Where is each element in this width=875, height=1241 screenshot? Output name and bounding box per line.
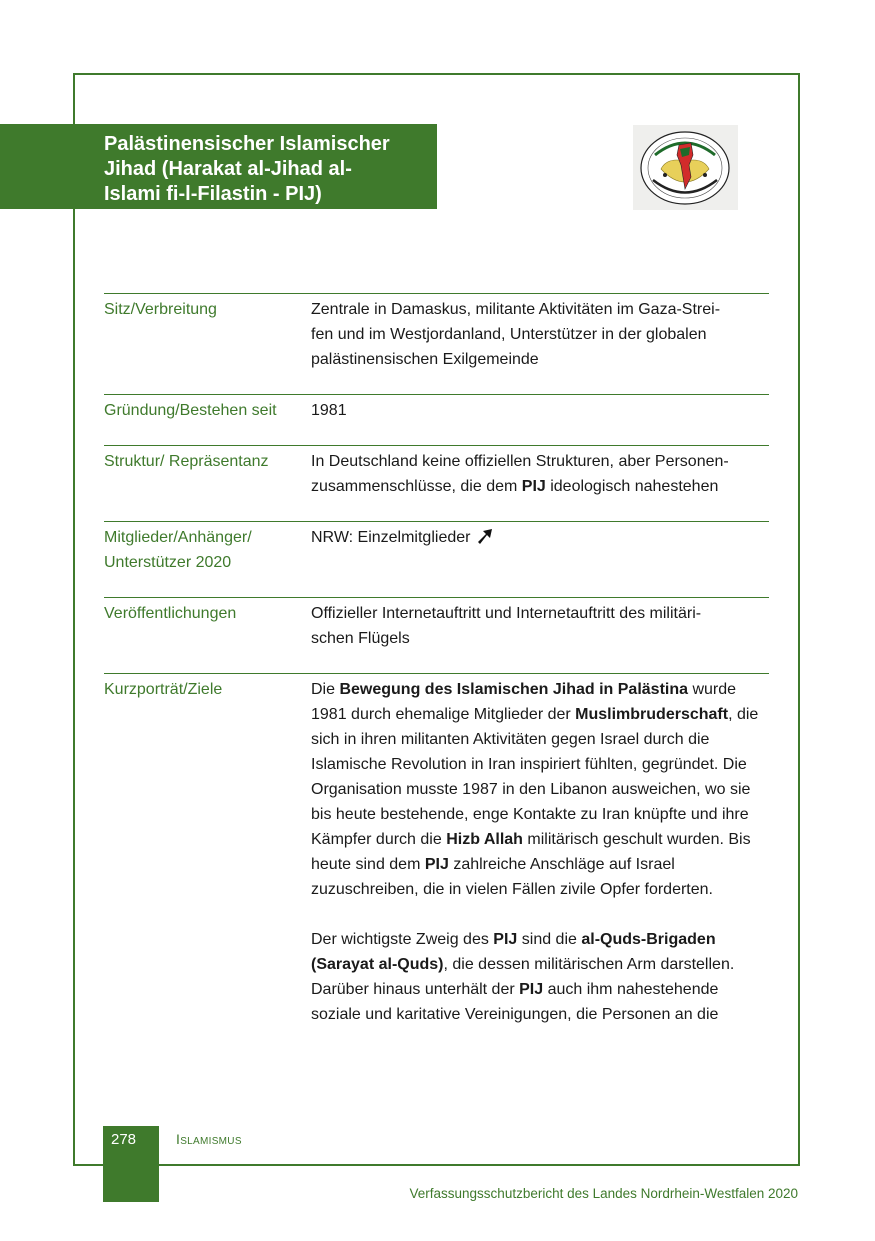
row-value: [311, 522, 769, 598]
text-run: militärisch geschult wurden. Bis heute sind dem: [311, 831, 751, 873]
table-row: [104, 446, 769, 522]
table-row: [104, 674, 769, 1058]
members-value: NRW: Einzelmitglieder: [311, 529, 471, 546]
row-label: Veröffentlichungen: [104, 605, 237, 622]
row-label: Mitglieder/Anhänger/ Unterstützer 2020: [104, 529, 252, 571]
row-label: Struktur/ Repräsentanz: [104, 453, 269, 470]
row-label: Kurzporträt/Ziele: [104, 681, 223, 698]
section-label: Islamismus: [176, 1131, 242, 1147]
page-number: 278: [111, 1131, 137, 1148]
bold-term: Bewegung des Islamischen Jihad in Palästina: [339, 681, 689, 698]
paragraph: [311, 927, 769, 1027]
row-value: [311, 674, 769, 1058]
text-run: sind die: [517, 931, 582, 948]
table-row: [104, 294, 769, 395]
table-row: [104, 522, 769, 598]
text-run: Die: [311, 681, 340, 698]
bold-term: PIJ: [521, 478, 546, 495]
row-value: Zentrale in Damaskus, militante Aktivitäten im Gaza-Strei- fen und im Westjordanland, Unterstützer in der globalen palästinensischen Exilgemeinde: [311, 301, 721, 368]
bold-term: Muslimbruderschaft: [575, 706, 729, 723]
text-run: , die dessen militärischen Arm darstellen. Darüber hinaus unterhält der: [311, 956, 735, 998]
bold-term: Hizb Allah: [446, 831, 523, 848]
text-run: Der wichtigste Zweig des: [311, 931, 494, 948]
row-label: Sitz/Verbreitung: [104, 301, 217, 318]
table-row: [104, 395, 769, 446]
text-run: , die sich in ihren militanten Aktivitäten gegen Israel durch die Islamische Revolution in Iran inspiriert fühlten, gegründet. Die Organisation musste 1987 in den Libanon ausweichen, wo sie bis heute bestehende, enge Kontakte zu Iran knüpfte und ihre Kämpfer durch die: [311, 706, 759, 848]
text-run: auch ihm nahestehende soziale und karitative Vereinigungen, die Personen an die: [311, 981, 719, 1023]
page-title: Palästinensischer Islamischer Jihad (Harakat al-Jihad al- Islami fi-l-Filastin - PIJ): [104, 133, 390, 205]
bold-term: PIJ: [519, 981, 544, 998]
bold-term: PIJ: [493, 931, 518, 948]
row-value: Offizieller Internetauftritt und Internetauftritt des militäri- schen Flügels: [311, 605, 702, 647]
bold-term: al-Quds-Brigaden (Sarayat al-Quds): [311, 931, 716, 973]
row-label: Gründung/Bestehen seit: [104, 402, 277, 419]
row-value: 1981: [311, 402, 347, 419]
arrow-up-right-icon: [476, 527, 494, 552]
pij-emblem-icon: [633, 125, 738, 210]
profile-table: [104, 293, 769, 1057]
publication-footer: Verfassungsschutzbericht des Landes Nordrhein-Westfalen 2020: [409, 1186, 798, 1201]
text-run: zahlreiche Anschläge auf Israel zuzuschreiben, die in vielen Fällen zivile Opfer forderten.: [311, 856, 713, 898]
row-value: In Deutschland keine offiziellen Strukturen, aber Personen- zusammenschlüsse, die dem PIJ ideologisch nahestehen: [311, 453, 729, 495]
bold-term: PIJ: [424, 856, 449, 873]
paragraph: [311, 677, 769, 902]
table-row: [104, 598, 769, 674]
text-run: wurde 1981 durch ehemalige Mitglieder der: [311, 681, 737, 723]
